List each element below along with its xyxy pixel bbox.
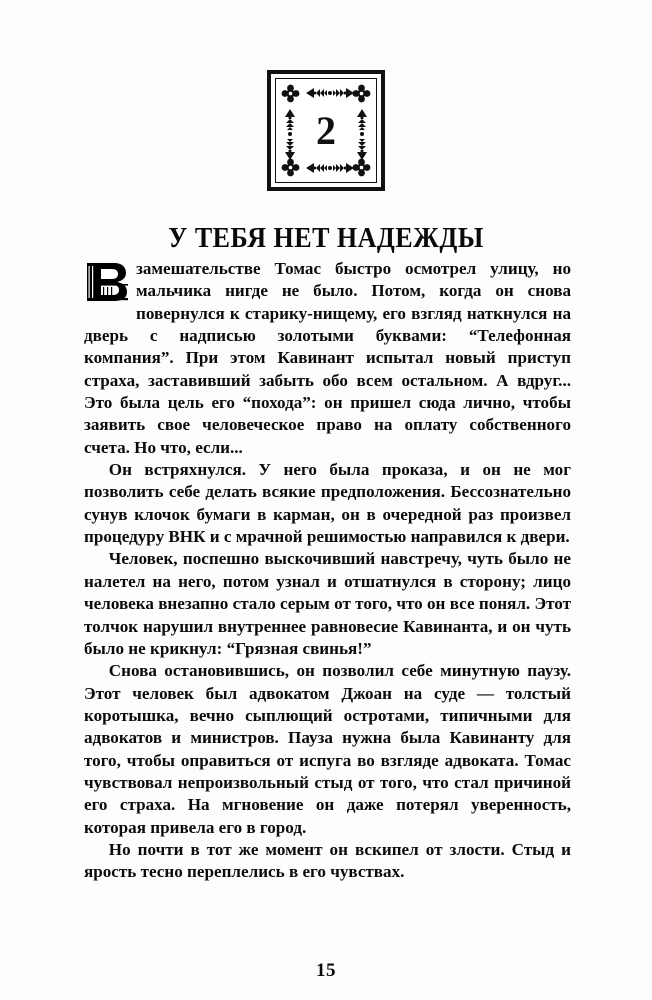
paragraph-text: Снова остановившись, он позволил себе минутную паузу. Этот человек был адвокатом Джоан на суде — толстый коротышка, вечно сыплющий остротами, типичными для адвокатов и министров. Пауза нужна была Кавинанту для того, чтобы оправиться от испуга во взгляде адвоката. Томас чувствовал непроизвольный стыд от того, что стал причиной его страха. На мгновение он даже потерял уверенность, которая привела его в город. <box>84 661 571 837</box>
paragraph-text: Он встряхнулся. У него была проказа, и он не мог позволить себе делать всякие предположения. Бессознательно сунув клочок бумаги в карман, он в очередной раз произвел процедуру ВНК и с мрачной решимостью направился к двери. <box>84 460 571 547</box>
ornamental-initial-letter <box>84 260 130 304</box>
chapter-ornament-container <box>0 70 652 191</box>
paragraph-text: Но почти в тот же момент он вскипел от злости. Стыд и ярость тесно переплелись в его чувствах. <box>84 839 571 882</box>
paragraph <box>84 459 571 548</box>
page-number: 15 <box>316 960 336 981</box>
decorative-square-frame-ornament <box>267 70 385 191</box>
paragraph <box>84 839 571 884</box>
chapter-title: У ТЕБЯ НЕТ НАДЕЖДЫ <box>168 222 484 254</box>
chapter-number: 2 <box>316 107 336 153</box>
paragraph-text: Человек, поспешно выскочивший навстречу, чуть было не налетел на него, потом узнал и отшатнулся в сторону; лицо человека внезапно стало серым от того, что он все понял. Этот толчок нарушил внутреннее равновесие Кавинанта, и он чуть было не крикнул: “Грязная свинья!” <box>84 549 571 658</box>
paragraph-text: замешательстве Томас быстро осмотрел улицу, но мальчика нигде не было. Потом, когда он снова повернулся к старику-нищему, его взгляд наткнулся на дверь с надписью золотыми буквами: “Телефонная компания”. При этом Кавинант испытал новый приступ страха, заставивший забыть обо всем остальном. А вдруг... Это была цель его “похода”: он пришел сюда лично, чтобы заявить свое человеческое право на оплату собственного счета. Но что, если... <box>84 259 571 457</box>
paragraph <box>84 258 571 459</box>
body-text <box>84 258 571 884</box>
paragraph <box>84 548 571 660</box>
paragraph <box>84 660 571 839</box>
